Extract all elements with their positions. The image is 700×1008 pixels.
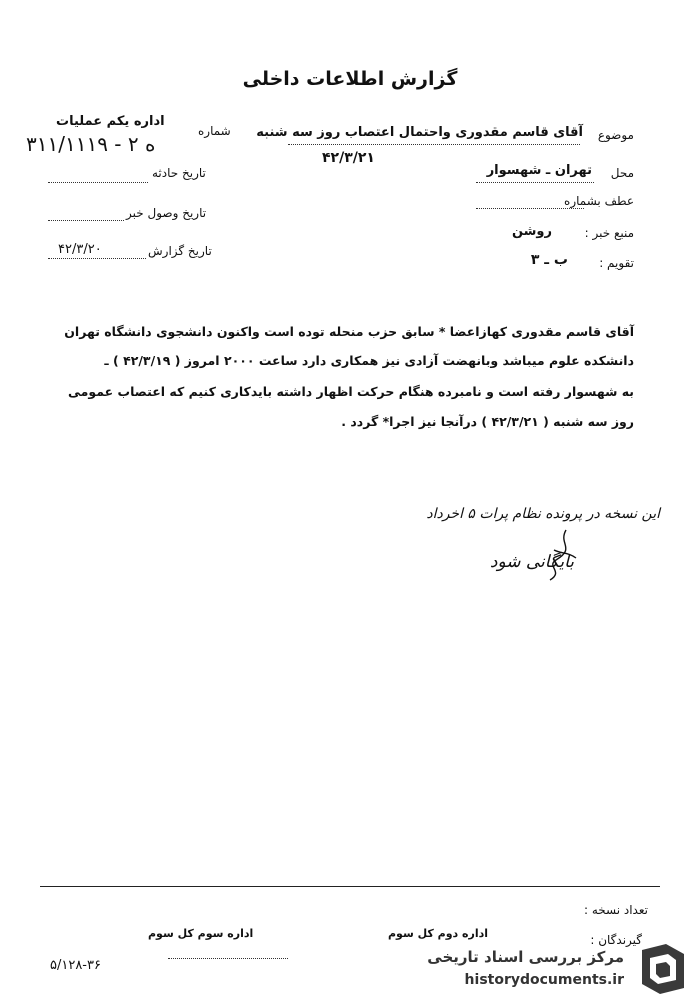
place-label: محل	[610, 166, 634, 180]
body-line-1: آقای قاسم مقدوری کهازاعضا * سابق حزب منحله توده است واکنون دانشجوی دانشگاه تهران	[64, 324, 634, 339]
watermark-url: historydocuments.ir	[464, 972, 624, 988]
footer-dotted-line	[168, 958, 288, 959]
received-date-dotted-line	[48, 220, 124, 221]
subject-date: ۴۲/۳/۲۱	[322, 150, 375, 166]
body-line-2: دانشکده علوم میباشد وبانهضت آزادی نیز همکاری دارد ساعت ۲۰۰۰ امروز ( ۴۲/۳/۱۹ ) ـ	[104, 353, 634, 368]
signature-scribble	[536, 526, 586, 586]
copies-label: تعداد نسخه :	[583, 903, 648, 917]
body-line-4: روز سه شنبه ( ۴۲/۳/۲۱ ) درآنجا نیز اجرا* گردد .	[341, 414, 634, 429]
recipients-label: گیرندگان :	[590, 933, 642, 947]
report-date-value: ۴۲/۳/۲۰	[58, 242, 102, 257]
reference-label: عطف بشماره	[564, 194, 634, 208]
incident-date-dotted-line	[48, 182, 148, 183]
subject-value: آقای قاسم مقدوری واحتمال اعتصاب روز سه شنبه	[256, 125, 583, 140]
number-label: شماره	[198, 124, 231, 138]
document-title: گزارش اطلاعات داخلی	[242, 68, 458, 90]
subject-label: موضوع	[597, 128, 634, 142]
handwritten-note: این نسخه در پرونده نظام پرات ۵ اخرداد	[426, 506, 660, 522]
received-date-label: تاریخ وصول خبر	[126, 206, 207, 220]
source-label: منبع خبر :	[584, 226, 634, 240]
recipient-1: اداره دوم کل سوم	[388, 927, 489, 940]
number-value: ۳۱۱/۱۱۱۹ - ۲ ه	[26, 132, 156, 156]
rating-label: تقویم :	[599, 256, 634, 270]
report-date-dotted-line	[48, 258, 146, 259]
incident-date-label: تاریخ حادثه	[152, 166, 206, 180]
watermark-title: مرکز بررسی اسناد تاریخی	[427, 948, 624, 966]
number-stamp: اداره یکم عملیات	[56, 114, 165, 129]
rating-value: ب ـ ۳	[530, 252, 568, 268]
source-value: روشن	[511, 224, 552, 239]
place-value: تهران ـ شهسوار	[486, 163, 592, 178]
form-code: ۵/۱۲۸-۳۶	[50, 958, 101, 973]
recipient-2: اداره سوم کل سوم	[148, 927, 254, 940]
body-line-3: به شهسوار رفته است و نامبرده هنگام حرکت اظهار داشته بایدکاری کنیم که اعتصاب عمومی	[68, 384, 634, 399]
place-dotted-line	[476, 182, 594, 183]
reference-dotted-line	[476, 208, 584, 209]
footer-divider	[40, 886, 660, 887]
handwritten-archive: بایگانی شود	[489, 552, 574, 572]
report-date-label: تاریخ گزارش	[148, 244, 212, 258]
subject-dotted-line	[288, 144, 580, 145]
archive-logo-icon	[636, 940, 690, 996]
